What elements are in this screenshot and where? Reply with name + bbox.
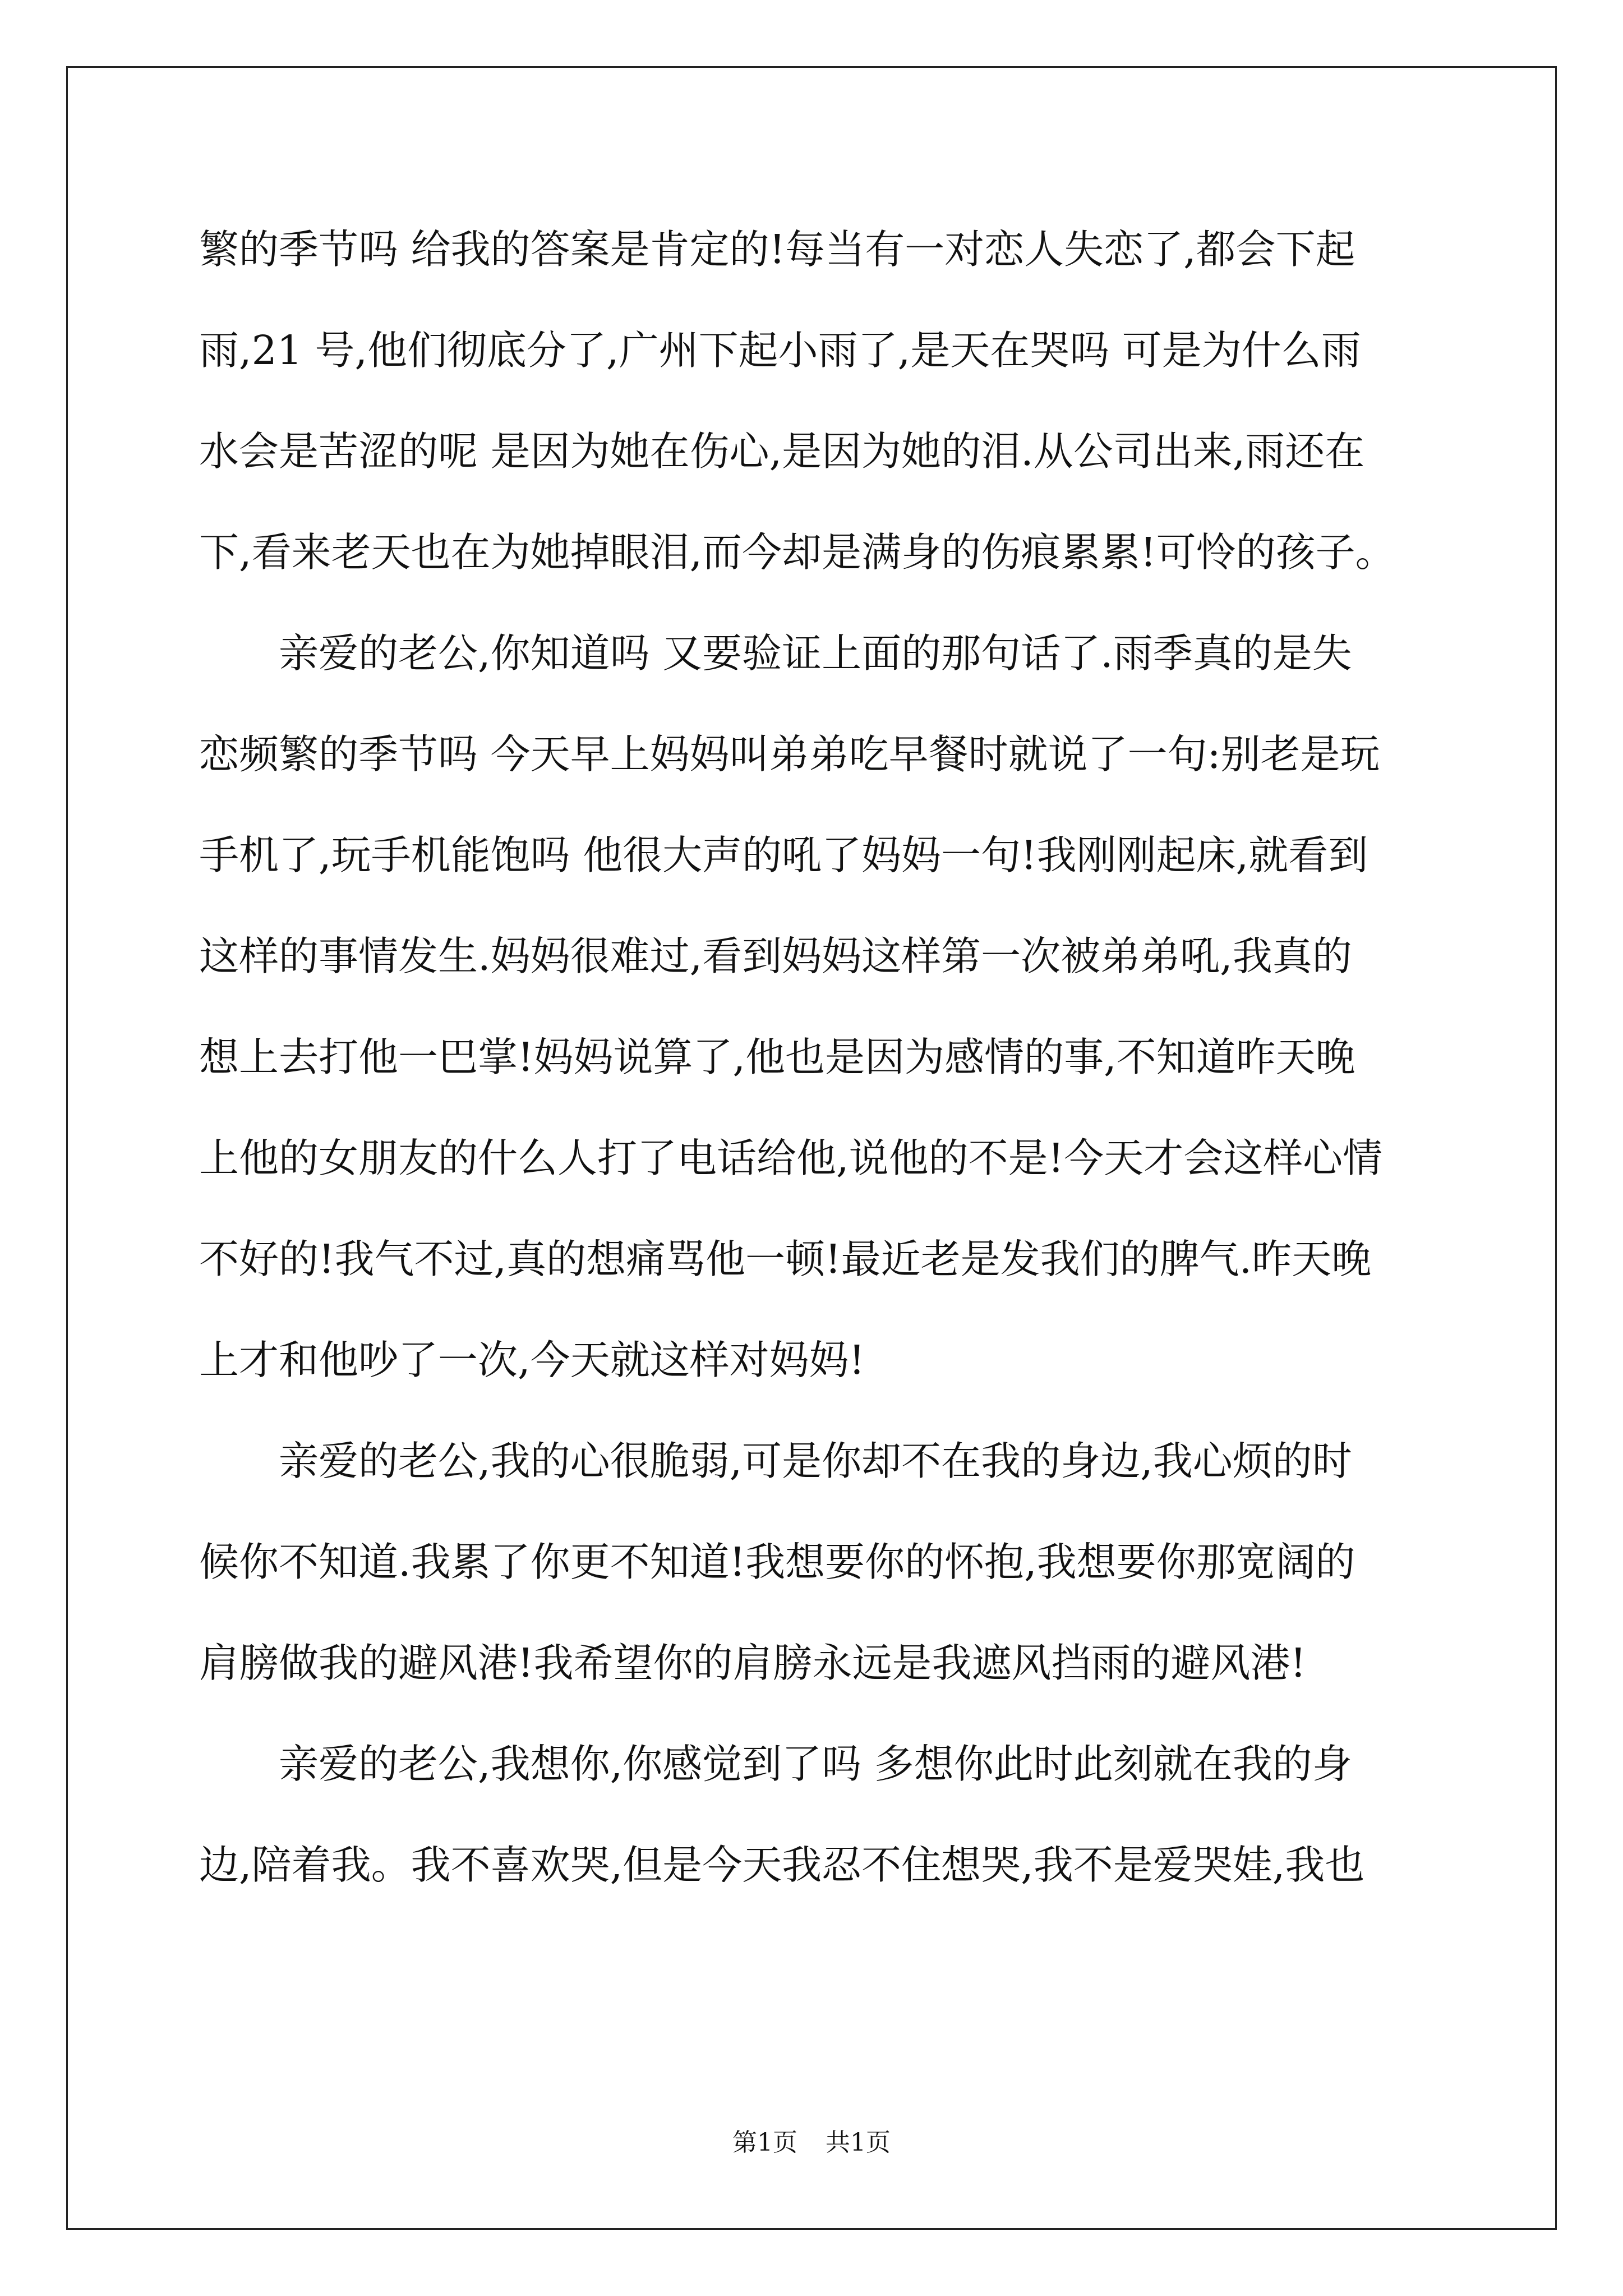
text-line: 恋频繁的季节吗 今天早上妈妈叫弟弟吃早餐时就说了一句:别老是玩: [199, 731, 1380, 777]
page-number: 第1页: [732, 2128, 797, 2157]
text-line: 边,陪着我。我不喜欢哭,但是今天我忍不住想哭,我不是爱哭娃,我也: [199, 1842, 1365, 1888]
text-line: 手机了,玩手机能饱吗 他很大声的吼了妈妈一句!我刚刚起床,就看到: [199, 832, 1368, 878]
text-line: 肩膀做我的避风港!我希望你的肩膀永远是我遮风挡雨的避风港!: [199, 1640, 1307, 1686]
text-line: 亲爱的老公,我的心很脆弱,可是你却不在我的身边,我心烦的时: [199, 1438, 1352, 1484]
text-line: 不好的!我气不过,真的想痛骂他一顿!最近老是发我们的脾气.昨天晚: [199, 1236, 1372, 1282]
text-line: 亲爱的老公,你知道吗 又要验证上面的那句话了.雨季真的是失: [199, 630, 1352, 677]
text-line: 上他的女朋友的什么人打了电话给他,说他的不是!今天才会这样心情: [199, 1135, 1383, 1181]
text-line: 雨,21 号,他们彻底分了,广州下起小雨了,是天在哭吗 可是为什么雨: [199, 327, 1361, 374]
text-line: 上才和他吵了一次,今天就这样对妈妈!: [199, 1337, 865, 1383]
text-line: 繁的季节吗 给我的答案是肯定的!每当有一对恋人失恋了,都会下起: [199, 226, 1355, 273]
text-line: 候你不知道.我累了你更不知道!我想要你的怀抱,我想要你那宽阔的: [199, 1539, 1355, 1585]
document-body: [199, 216, 1422, 1932]
text-line: 亲爱的老公,我想你,你感觉到了吗 多想你此时此刻就在我的身: [199, 1741, 1352, 1787]
page-footer: [0, 2126, 1623, 2160]
text-line: 下,看来老天也在为她掉眼泪,而今却是满身的伤痕累累!可怜的孩子。: [199, 529, 1395, 576]
text-line: 想上去打他一巴掌!妈妈说算了,他也是因为感情的事,不知道昨天晚: [199, 1034, 1355, 1080]
text-line: 水会是苦涩的呢 是因为她在伤心,是因为她的泪.从公司出来,雨还在: [199, 428, 1365, 475]
text-line: 这样的事情发生.妈妈很难过,看到妈妈这样第一次被弟弟吼,我真的: [199, 933, 1352, 979]
page-total: 共1页: [826, 2128, 891, 2157]
